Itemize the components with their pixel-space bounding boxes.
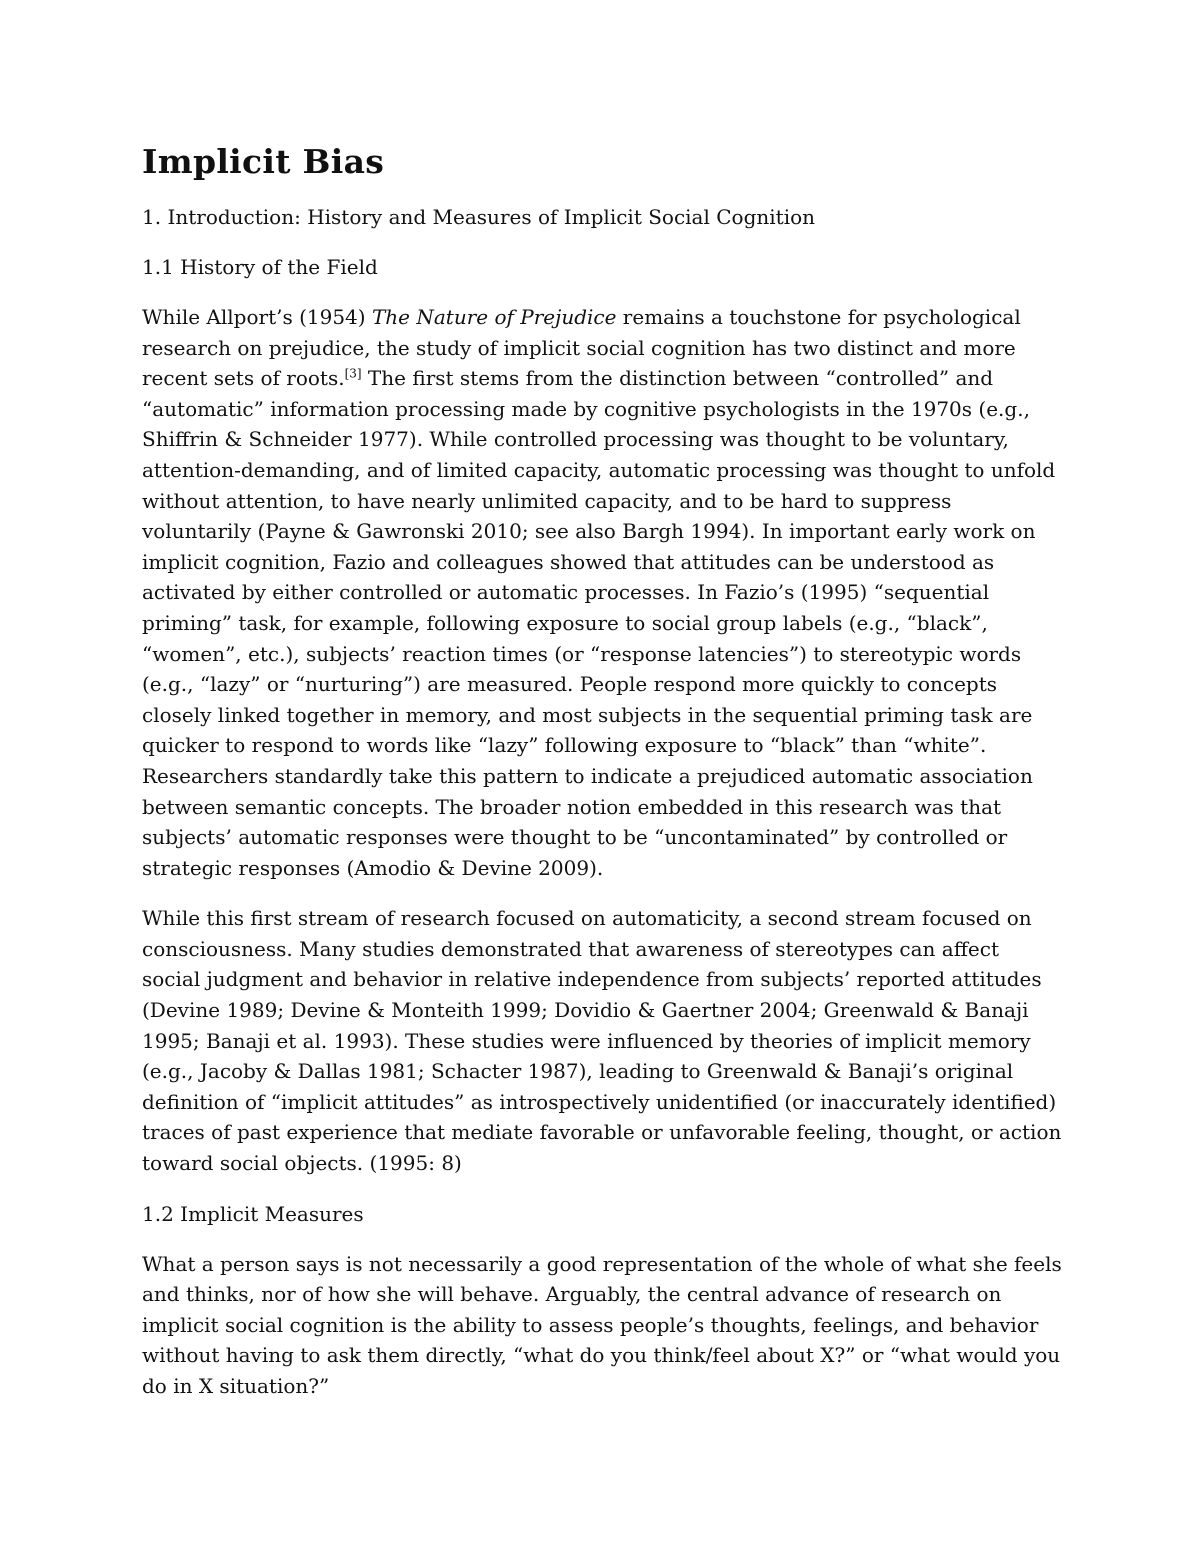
document-page — [142, 138, 1062, 1422]
paragraph-history-1 — [142, 302, 1062, 883]
section-1-1-heading: 1.1 History of the Field — [142, 255, 378, 279]
section-1-2-heading: 1.2 Implicit Measures — [142, 1201, 364, 1226]
book-title: The Nature of Prejudice — [371, 305, 617, 329]
paragraph-after-title-text: remains a touchstone for psychological research on prejudice, the study of implicit social cognition has two distinct and more recent sets of roots. — [142, 305, 1021, 391]
document-title: Implicit Bias — [142, 142, 385, 181]
footnote-link[interactable]: [3] — [344, 366, 362, 381]
section-1-heading: 1. Introduction: History and Measures of Implicit Social Cognition — [142, 205, 816, 229]
paragraph-intro-text: While Allport’s (1954) — [142, 305, 372, 329]
paragraph-rest-text: The first stems from the distinction between “controlled” and “automatic” information processing made by cognitive psychologists in the 1970s (e.g., Shiffrin & Schneider 1977). While controlled processing was thought to be voluntary, attention-demanding, and of limited capacity, automatic processing was thought to unfold without attention, to have nearly unlimited capacity, and to be hard to suppress voluntarily (Payne & Gawronski 2010; see also Bargh 1994). In important early work on implicit cognition, Fazio and colleagues showed that attitudes can be understood as activated by either controlled or automatic processes. In Fazio’s (1995) “sequential priming” task, for example, following exposure to social group labels (e.g., “black”, “women”, etc.), subjects’ reaction times (or “response latencies”) to stereotypic words (e.g., “lazy” or “nurturing”) are measured. People respond more quickly to concepts closely linked together in memory, and most subjects in the sequential priming task are quicker to respond to words like “lazy” following exposure to “black” than “white”. Researchers standardly take this pattern to indicate a prejudiced automatic association between semantic concepts. The broader notion embedded in this research was that subjects’ automatic responses were thought to be “uncontaminated” by controlled or strategic responses (Amodio & Devine 2009). — [142, 366, 1056, 880]
paragraph-measures-1: What a person says is not necessarily a good representation of the whole of what she feels and thinks, nor of how she will behave. Arguably, the central advance of research on implicit social cognition is the ability to assess people’s thoughts, feelings, and behavior without having to ask them directly, “what do you think/feel about X?” or “what would you do in X situation?” — [142, 1251, 1062, 1398]
paragraph-history-2: While this first stream of research focused on automaticity, a second stream focused on consciousness. Many studies demonstrated that awareness of stereotypes can affect social judgment and behavior in relative independence from subjects’ reported attitudes (Devine 1989; Devine & Monteith 1999; Dovidio & Gaertner 2004; Greenwald & Banaji 1995; Banaji et al. 1993). These studies were influenced by theories of implicit memory (e.g., Jacoby & Dallas 1981; Schacter 1987), leading to Greenwald & Banaji’s original definition of “implicit attitudes” as introspectively unidentified (or inaccurately identified) traces of past experience that mediate favorable or unfavorable feeling, thought, or action toward social objects. (1995: 8) — [142, 906, 1062, 1176]
